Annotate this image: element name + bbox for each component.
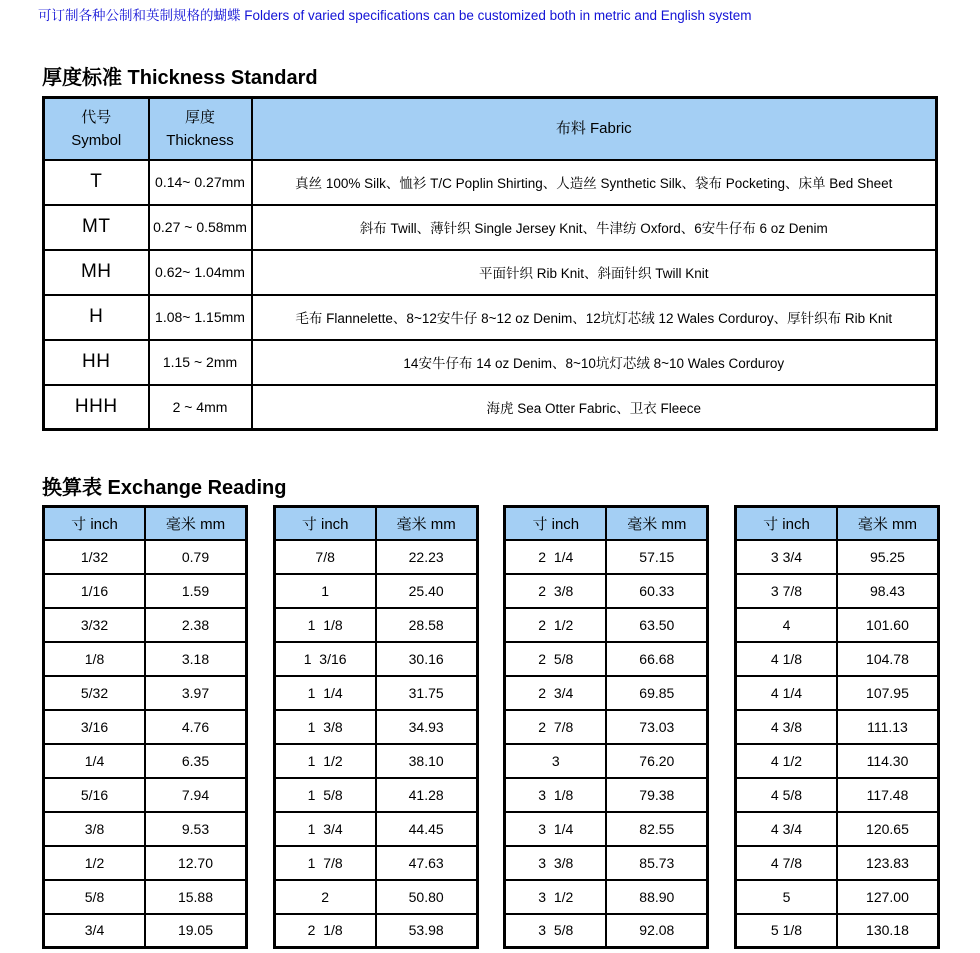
inch-cell: 4 5/8 [735,778,837,812]
mm-cell: 30.16 [376,642,478,676]
exchange-table-head [505,507,708,540]
inch-cell: 1/2 [44,846,146,880]
exchange-table-row [505,608,708,642]
inch-cell: 3 5/8 [505,914,607,948]
mm-cell: 1.59 [145,574,247,608]
mm-cell: 15.88 [145,880,247,914]
exchange-table-body [505,540,708,948]
exchange-table-row [735,608,938,642]
thickness-table-row [44,295,937,340]
inch-cell: 4 1/2 [735,744,837,778]
exchange-table-row [735,574,938,608]
exchange-table-row [44,880,247,914]
exchange-table-body [274,540,477,948]
thickness-cell: 2 ~ 4mm [149,385,252,430]
symbol-cell: HH [44,340,149,385]
thickness-cell: 1.08~ 1.15mm [149,295,252,340]
symbol-cell: T [44,160,149,205]
fabric-cell: 真丝 100% Silk、恤衫 T/C Poplin Shirting、人造丝 Synthetic Silk、袋布 Pocketing、床单 Bed Sheet [252,160,937,205]
fabric-cell: 14安牛仔布 14 oz Denim、8~10坑灯芯绒 8~10 Wales Corduroy [252,340,937,385]
inch-cell: 1/16 [44,574,146,608]
exchange-table-row [274,676,477,710]
exchange-table-1 [42,505,248,949]
mm-cell: 85.73 [606,846,708,880]
inch-cell: 3/8 [44,812,146,846]
mm-cell: 95.25 [837,540,939,574]
thickness-header-en: Thickness [166,131,234,149]
mm-cell: 34.93 [376,710,478,744]
symbol-cell: HHH [44,385,149,430]
inch-cell: 1 1/8 [274,608,376,642]
exchange-table-row [735,642,938,676]
exchange-table-row [735,914,938,948]
inch-cell: 2 3/4 [505,676,607,710]
inch-cell: 2 3/8 [505,574,607,608]
mm-cell: 101.60 [837,608,939,642]
exchange-table-row [505,710,708,744]
thickness-header-zh: 厚度 [184,108,215,126]
mm-cell: 47.63 [376,846,478,880]
exchange-table-row [274,846,477,880]
inch-cell: 4 3/4 [735,812,837,846]
fabric-cell: 平面针织 Rib Knit、斜面针织 Twill Knit [252,250,937,295]
mm-cell: 38.10 [376,744,478,778]
fabric-column-header: 布料 Fabric [252,98,937,160]
exchange-table-row [505,846,708,880]
mm-cell: 12.70 [145,846,247,880]
inch-column-header: 寸 inch [274,507,376,540]
exchange-table-row [505,574,708,608]
mm-cell: 9.53 [145,812,247,846]
exchange-table-row [44,540,247,574]
symbol-column-header [44,98,149,160]
inch-cell: 4 7/8 [735,846,837,880]
exchange-table-head [274,507,477,540]
thickness-standard-table [42,96,938,431]
exchange-table-row [505,778,708,812]
exchange-table-head [735,507,938,540]
mm-cell: 63.50 [606,608,708,642]
symbol-cell: H [44,295,149,340]
exchange-header-row [505,507,708,540]
symbol-header-en: Symbol [71,131,122,149]
inch-cell: 4 [735,608,837,642]
mm-cell: 130.18 [837,914,939,948]
mm-cell: 79.38 [606,778,708,812]
thickness-standard-title: 厚度标准 Thickness Standard [42,67,318,89]
exchange-table-row [44,710,247,744]
inch-cell: 3 1/2 [505,880,607,914]
exchange-table-row [44,778,247,812]
exchange-tables-grid [42,505,940,949]
mm-cell: 3.97 [145,676,247,710]
exchange-table-row [274,642,477,676]
mm-cell: 66.68 [606,642,708,676]
mm-column-header: 毫米 mm [376,507,478,540]
mm-cell: 0.79 [145,540,247,574]
mm-cell: 111.13 [837,710,939,744]
mm-cell: 25.40 [376,574,478,608]
mm-column-header: 毫米 mm [837,507,939,540]
exchange-table-row [505,676,708,710]
mm-cell: 88.90 [606,880,708,914]
inch-cell: 1 3/8 [274,710,376,744]
inch-cell: 5/16 [44,778,146,812]
symbol-cell: MT [44,205,149,250]
exchange-table-3 [503,505,709,949]
mm-cell: 44.45 [376,812,478,846]
exchange-table-row [44,744,247,778]
exchange-table-row [505,812,708,846]
mm-cell: 60.33 [606,574,708,608]
inch-cell: 2 7/8 [505,710,607,744]
inch-column-header: 寸 inch [505,507,607,540]
exchange-header-row [44,507,247,540]
thickness-cell: 0.14~ 0.27mm [149,160,252,205]
mm-cell: 31.75 [376,676,478,710]
thickness-cell: 0.62~ 1.04mm [149,250,252,295]
exchange-table-row [505,540,708,574]
exchange-table-row [274,778,477,812]
mm-column-header: 毫米 mm [145,507,247,540]
exchange-table-row [274,744,477,778]
exchange-table-row [735,880,938,914]
exchange-table-row [274,812,477,846]
thickness-table-row [44,160,937,205]
thickness-table-row [44,385,937,430]
exchange-header-row [735,507,938,540]
inch-cell: 3/4 [44,914,146,948]
exchange-table-row [505,744,708,778]
exchange-table-4 [734,505,940,949]
thickness-table-row [44,250,937,295]
inch-cell: 1 1/4 [274,676,376,710]
exchange-table-row [735,676,938,710]
inch-cell: 3 3/4 [735,540,837,574]
mm-cell: 127.00 [837,880,939,914]
inch-cell: 2 1/2 [505,608,607,642]
exchange-table-row [44,608,247,642]
exchange-table-row [274,608,477,642]
exchange-table-row [505,914,708,948]
inch-cell: 4 1/8 [735,642,837,676]
inch-column-header: 寸 inch [735,507,837,540]
exchange-table-row [735,812,938,846]
inch-cell: 3/32 [44,608,146,642]
exchange-table-row [505,880,708,914]
inch-cell: 3 1/4 [505,812,607,846]
inch-cell: 4 3/8 [735,710,837,744]
thickness-header-row [44,98,937,160]
mm-cell: 82.55 [606,812,708,846]
exchange-table-row [274,574,477,608]
thickness-cell: 0.27 ~ 0.58mm [149,205,252,250]
mm-cell: 3.18 [145,642,247,676]
mm-cell: 6.35 [145,744,247,778]
fabric-cell: 斜布 Twill、薄针织 Single Jersey Knit、牛津纺 Oxford、6安牛仔布 6 oz Denim [252,205,937,250]
mm-cell: 53.98 [376,914,478,948]
inch-cell: 1 3/4 [274,812,376,846]
mm-cell: 22.23 [376,540,478,574]
exchange-table-row [274,710,477,744]
customization-note: 可订制各种公制和英制规格的蝴蝶 Folders of varied specifications can be customized both in metric and English system [38,8,752,23]
thickness-cell: 1.15 ~ 2mm [149,340,252,385]
inch-cell: 5 [735,880,837,914]
fabric-cell: 毛布 Flannelette、8~12安牛仔 8~12 oz Denim、12坑灯芯绒 12 Wales Corduroy、厚针织布 Rib Knit [252,295,937,340]
mm-cell: 57.15 [606,540,708,574]
exchange-table-head [44,507,247,540]
mm-cell: 104.78 [837,642,939,676]
inch-cell: 1 5/8 [274,778,376,812]
exchange-table-body [735,540,938,948]
exchange-table-row [44,812,247,846]
mm-cell: 7.94 [145,778,247,812]
exchange-table-row [44,914,247,948]
exchange-table-row [274,540,477,574]
mm-cell: 28.58 [376,608,478,642]
symbol-cell: MH [44,250,149,295]
mm-cell: 73.03 [606,710,708,744]
mm-cell: 2.38 [145,608,247,642]
inch-cell: 5/32 [44,676,146,710]
symbol-header-zh: 代号 [81,108,112,126]
exchange-table-2 [273,505,479,949]
mm-cell: 123.83 [837,846,939,880]
inch-cell: 7/8 [274,540,376,574]
mm-cell: 41.28 [376,778,478,812]
inch-cell: 4 1/4 [735,676,837,710]
mm-cell: 120.65 [837,812,939,846]
inch-column-header: 寸 inch [44,507,146,540]
inch-cell: 1 3/16 [274,642,376,676]
mm-cell: 76.20 [606,744,708,778]
fabric-cell: 海虎 Sea Otter Fabric、卫衣 Fleece [252,385,937,430]
inch-cell: 5 1/8 [735,914,837,948]
inch-cell: 3 7/8 [735,574,837,608]
thickness-column-header [149,98,252,160]
exchange-table-row [44,676,247,710]
mm-cell: 19.05 [145,914,247,948]
mm-column-header: 毫米 mm [606,507,708,540]
mm-cell: 92.08 [606,914,708,948]
inch-cell: 2 5/8 [505,642,607,676]
exchange-table-row [735,540,938,574]
inch-cell: 1/4 [44,744,146,778]
mm-cell: 117.48 [837,778,939,812]
inch-cell: 3 3/8 [505,846,607,880]
mm-cell: 114.30 [837,744,939,778]
mm-cell: 50.80 [376,880,478,914]
inch-cell: 1/8 [44,642,146,676]
exchange-table-row [44,574,247,608]
exchange-reading-title: 换算表 Exchange Reading [42,477,287,499]
inch-cell: 5/8 [44,880,146,914]
exchange-table-body [44,540,247,948]
exchange-table-row [274,880,477,914]
inch-cell: 2 1/4 [505,540,607,574]
exchange-table-row [735,710,938,744]
inch-cell: 3 [505,744,607,778]
exchange-table-row [735,778,938,812]
inch-cell: 2 1/8 [274,914,376,948]
inch-cell: 3/16 [44,710,146,744]
inch-cell: 1 [274,574,376,608]
inch-cell: 2 [274,880,376,914]
exchange-table-row [735,744,938,778]
exchange-table-row [505,642,708,676]
mm-cell: 98.43 [837,574,939,608]
thickness-table-row [44,340,937,385]
exchange-table-row [44,846,247,880]
exchange-table-row [735,846,938,880]
exchange-table-row [44,642,247,676]
inch-cell: 1 1/2 [274,744,376,778]
mm-cell: 69.85 [606,676,708,710]
exchange-table-row [274,914,477,948]
inch-cell: 3 1/8 [505,778,607,812]
exchange-header-row [274,507,477,540]
mm-cell: 107.95 [837,676,939,710]
thickness-table-row [44,205,937,250]
inch-cell: 1/32 [44,540,146,574]
inch-cell: 1 7/8 [274,846,376,880]
mm-cell: 4.76 [145,710,247,744]
